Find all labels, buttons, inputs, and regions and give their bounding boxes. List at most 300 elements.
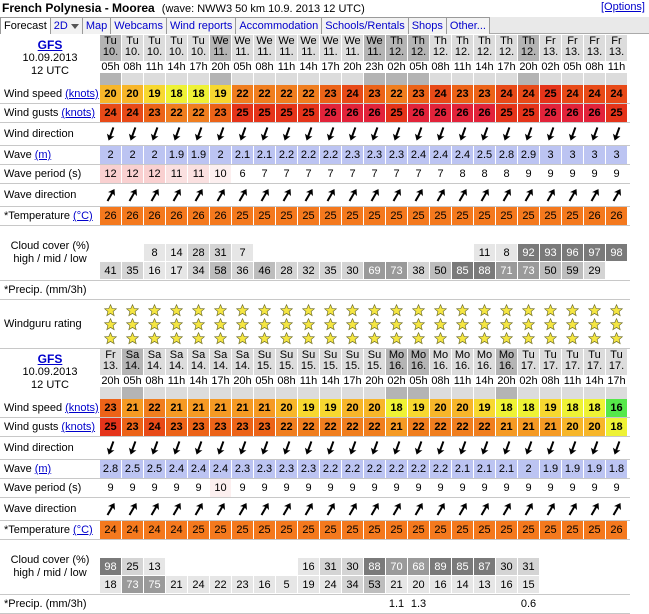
arrow-icon [433, 440, 449, 456]
wave-period-row-cell: 7 [254, 165, 275, 183]
row-spacer [630, 165, 649, 183]
rating-row [0, 300, 649, 348]
hour: 17h [211, 375, 230, 387]
rating-row-cells [100, 300, 630, 348]
arrow-icon [301, 501, 317, 517]
precip-row-cell [144, 281, 165, 299]
wave-period-row-cell: 12 [100, 165, 121, 183]
star-icon [280, 318, 293, 331]
wind-gusts-row-cell: 21 [496, 418, 517, 436]
wind-direction-row-cell [122, 437, 143, 459]
hour: 02h [387, 375, 406, 387]
hour: 02h [541, 61, 560, 73]
day-date: 17. [564, 360, 581, 372]
temperature-row-cell: 25 [408, 207, 429, 225]
cloud-mid-cell: 98 [606, 244, 627, 261]
wave-period-row-cell: 7 [430, 165, 451, 183]
tab-forecast[interactable]: Forecast [0, 17, 51, 34]
arrow-icon [543, 501, 559, 517]
precip-row-cell [606, 595, 627, 613]
rating-stars [236, 304, 249, 345]
arrow-icon [609, 501, 625, 517]
unit-link[interactable]: (knots) [61, 421, 96, 433]
cloud-high-cell [342, 540, 363, 557]
star-icon [126, 332, 139, 345]
cloud-high-cell [518, 226, 539, 243]
wave-row [0, 146, 649, 164]
rating-stars [390, 304, 403, 345]
star-icon [258, 318, 271, 331]
row-label [0, 146, 100, 164]
day-name: Su [323, 349, 338, 361]
day-name: Mo [498, 349, 515, 361]
wave-direction-row-cell [408, 184, 429, 206]
wind-speed-row-cell: 20 [100, 85, 121, 103]
day-date: 11. [301, 46, 316, 58]
temperature-row-cell: 25 [188, 521, 209, 539]
wind-direction-row-cell [166, 123, 187, 145]
wave-direction-row-cell [562, 498, 583, 520]
star-icon [104, 332, 117, 345]
star-icon [434, 332, 447, 345]
day-date: 11. [279, 46, 294, 58]
wind-direction-row-cell [518, 437, 539, 459]
star-icon [104, 304, 117, 317]
hour: 14h [189, 375, 208, 387]
temperature-row-cell: 25 [364, 207, 385, 225]
wave-period-row-cell: 8 [496, 165, 517, 183]
hour: 17h [189, 61, 208, 73]
rating-row-cell [584, 300, 605, 348]
arrow-icon [169, 126, 185, 142]
cloud-mid-cells [100, 244, 630, 261]
forecast-time-cell [100, 35, 122, 85]
precip-row-cell [606, 281, 627, 299]
wave-period-row-cell: 9 [364, 479, 385, 497]
wave-period-row-cell: 7 [364, 165, 385, 183]
day-date: 14. [212, 360, 229, 372]
cloud-low-cell [584, 576, 605, 593]
wind-speed-row-cells [100, 399, 630, 417]
forecast-time-cell [320, 349, 342, 399]
wind-gusts-row-cell: 22 [166, 104, 187, 122]
day-date: 16. [498, 360, 515, 372]
wave-period-row-cell: 9 [518, 479, 539, 497]
wind-direction-row-cell [254, 437, 275, 459]
hour: 20h [233, 375, 252, 387]
wind-speed-row-cells [100, 85, 630, 103]
day-name: We [256, 35, 273, 47]
wind-direction-row-cell [562, 123, 583, 145]
cloud-mid-cell [100, 244, 121, 261]
precip-row-cell [298, 595, 319, 613]
cloud-low-cell: 16 [144, 262, 165, 279]
precip-row-cell [298, 281, 319, 299]
model-link[interactable]: GFS [37, 38, 63, 52]
day-name: Th [522, 35, 535, 47]
arrow-icon [345, 126, 361, 142]
options-link[interactable]: [Options] [600, 1, 645, 13]
unit-link[interactable]: (m) [34, 463, 52, 475]
cloud-low-cells [100, 262, 630, 279]
row-label [0, 123, 100, 145]
wind-gusts-row-cells [100, 104, 630, 122]
forecast-time-cell [606, 35, 628, 85]
wind-direction-row-cell [342, 437, 363, 459]
wind-speed-row-cell: 22 [254, 85, 275, 103]
model-date: 10.09.2013 [22, 366, 78, 378]
day-date: 16. [410, 360, 427, 372]
tab-2d[interactable] [50, 17, 83, 34]
wave-direction-row-cell [188, 498, 209, 520]
row-spacer [630, 418, 649, 436]
wind-gusts-row-cell: 26 [562, 104, 583, 122]
cloud-mid-cell: 89 [430, 558, 451, 575]
wave-row-cell: 2.1 [232, 146, 253, 164]
cloud-low-cell: 30 [342, 262, 363, 279]
wave-direction-row-cell [518, 184, 539, 206]
wave-direction-row-cell [474, 498, 495, 520]
wind-direction-row-cell [540, 123, 561, 145]
cloud-high-cell [342, 226, 363, 243]
cloud-high-cell [210, 540, 231, 557]
cloud-high-cell [452, 226, 473, 243]
wave-row-cell: 2.8 [100, 460, 121, 478]
cloud-low-cell: 15 [518, 576, 539, 593]
wind-direction-row-cell [584, 437, 605, 459]
wave-period-row-cell: 9 [540, 479, 561, 497]
wind-speed-row-cell: 18 [584, 399, 605, 417]
wave-direction-row-cell [320, 498, 341, 520]
precip-row-cell [540, 281, 561, 299]
wind-speed-row-cell: 25 [540, 85, 561, 103]
day-name: Tu [566, 349, 579, 361]
cloud-low-cell: 75 [144, 576, 165, 593]
day-name: Th [412, 35, 425, 47]
arrow-icon [499, 126, 515, 142]
arrow-icon [169, 440, 185, 456]
arrow-icon [235, 187, 251, 203]
wave-direction-row-cell [232, 184, 253, 206]
cloud-mid-cell: 16 [298, 558, 319, 575]
day-date: 12. [498, 46, 515, 58]
wind-gusts-row-cell: 25 [496, 104, 517, 122]
arrow-icon [257, 126, 273, 142]
day-date: 11. [323, 46, 338, 58]
cloud-low-cell: 16 [254, 576, 275, 593]
precip-row-cell [496, 595, 517, 613]
wave-direction-row-cell [100, 184, 121, 206]
wind-direction-row-cell [386, 123, 407, 145]
arrow-icon [147, 440, 163, 456]
wind-speed-row-cell: 23 [320, 85, 341, 103]
cloud-low-cell: 16 [496, 576, 517, 593]
wave-direction-row-cell [254, 498, 275, 520]
wave-period-row-cell: 9 [474, 479, 495, 497]
arrow-icon [301, 440, 317, 456]
temperature-row-cell: 25 [430, 207, 451, 225]
tab-map[interactable]: Map [82, 17, 111, 34]
wind-direction-row-cell [298, 123, 319, 145]
temperature-row-cell: 25 [496, 521, 517, 539]
arrow-icon [301, 187, 317, 203]
forecast-time-cell [254, 35, 276, 85]
arrow-icon [367, 501, 383, 517]
tab-shops[interactable]: Shops [408, 17, 447, 34]
star-icon [302, 332, 315, 345]
hour: 14h [585, 375, 604, 387]
cloud-high-cell [584, 226, 605, 243]
arrow-icon [565, 440, 581, 456]
cloud-mid-cell: 68 [408, 558, 429, 575]
star-icon [412, 332, 425, 345]
day-date: 13. [608, 46, 625, 58]
temperature-row-cell: 25 [474, 521, 495, 539]
unit-link[interactable]: (knots) [65, 88, 99, 100]
hour: 05h [233, 61, 252, 73]
arrow-icon [499, 187, 515, 203]
day-name: Tu [148, 35, 161, 47]
arrow-icon [235, 440, 251, 456]
wave-period-row-cell: 12 [122, 165, 143, 183]
wave-row-cell: 2 [518, 460, 539, 478]
day-name: Su [345, 349, 360, 361]
row-spacer [630, 104, 649, 122]
rating-stars [148, 304, 161, 345]
day-name: Fr [567, 35, 578, 47]
wave-row-cell: 1.9 [562, 460, 583, 478]
precip-row-cell [452, 281, 473, 299]
arrow-icon [543, 440, 559, 456]
star-icon [522, 318, 535, 331]
precip-row-cell [562, 281, 583, 299]
hour: 02h [519, 375, 538, 387]
day-date: 10. [168, 46, 185, 58]
arrow-icon [389, 126, 405, 142]
rating-row-cell [452, 300, 473, 348]
rating-row-cell [232, 300, 253, 348]
star-icon [192, 318, 205, 331]
day-name: Th [500, 35, 513, 47]
wave-direction-row-cell [540, 184, 561, 206]
wind-gusts-row-cell: 23 [232, 418, 253, 436]
star-icon [236, 332, 249, 345]
forecast-time-cell [496, 35, 518, 85]
temperature-row-cell: 24 [144, 521, 165, 539]
cloud-high-cell [408, 540, 429, 557]
wave-row-cell: 2.3 [232, 460, 253, 478]
model-link[interactable]: GFS [37, 352, 63, 366]
hour: 02h [387, 61, 406, 73]
arrow-icon [455, 440, 471, 456]
rating-row-cell [276, 300, 297, 348]
star-icon [346, 304, 359, 317]
star-icon [566, 318, 579, 331]
row-label-text: *Precip. (mm/3h) [4, 598, 87, 610]
arrow-icon [367, 126, 383, 142]
precip-row [0, 595, 649, 613]
forecast-time-cell [188, 349, 210, 399]
day-name: Fr [611, 35, 622, 47]
tab-other[interactable]: Other... [446, 17, 490, 34]
forecast-time-cell [474, 349, 496, 399]
row-label [0, 207, 100, 225]
forecast-time-cell [606, 349, 628, 399]
precip-row [0, 281, 649, 299]
wave-period-row-cell: 9 [496, 479, 517, 497]
temperature-row-cell: 25 [562, 207, 583, 225]
wave-row-cell: 2.2 [320, 146, 341, 164]
unit-link[interactable]: (knots) [61, 107, 96, 119]
wave-row-cell: 1.9 [540, 460, 561, 478]
arrow-icon [191, 440, 207, 456]
star-icon [434, 304, 447, 317]
temperature-row-cell: 24 [122, 521, 143, 539]
wind-gusts-row-cell: 23 [210, 104, 231, 122]
wind-gusts-row-cell: 20 [584, 418, 605, 436]
wind-speed-row-cell: 24 [606, 85, 627, 103]
arrow-icon [565, 187, 581, 203]
cloud-high-cell [540, 540, 561, 557]
cloud-low-cell: 21 [166, 576, 187, 593]
wind-gusts-row-cell: 26 [452, 104, 473, 122]
row-label-line: Cloud cover (%) [10, 554, 90, 566]
wave-row-cell: 2 [210, 146, 231, 164]
forecast-time-cell [562, 349, 584, 399]
wave-row-cell: 1.8 [606, 460, 627, 478]
wind-gusts-row-cell: 24 [122, 104, 143, 122]
unit-link[interactable]: (°C) [73, 210, 93, 222]
wind-direction-row-cell [122, 123, 143, 145]
day-name: We [212, 35, 229, 47]
star-icon [170, 332, 183, 345]
cloud-high-cell [254, 540, 275, 557]
hour: 11h [145, 61, 164, 73]
star-icon [280, 304, 293, 317]
day-name: Fr [105, 349, 116, 361]
tab-schools-rentals[interactable]: Schools/Rentals [321, 17, 409, 34]
wave-period-row-cell: 9 [606, 165, 627, 183]
wind-gusts-row-cell: 26 [320, 104, 341, 122]
star-icon [478, 304, 491, 317]
row-label [0, 104, 100, 122]
wind-direction-row-cell [232, 123, 253, 145]
cloud-mid-cell: 96 [562, 244, 583, 261]
arrow-icon [411, 126, 427, 142]
wave-period-row-cell: 9 [276, 479, 297, 497]
wave-direction-row-cell [276, 498, 297, 520]
arrow-icon [521, 126, 537, 142]
cloud-mid-cell: 97 [584, 244, 605, 261]
hour: 08h [541, 375, 560, 387]
unit-link[interactable]: (°C) [73, 524, 93, 536]
wave-period-row-cell: 9 [518, 165, 539, 183]
arrow-icon [455, 501, 471, 517]
wave-period-row-cell: 9 [408, 479, 429, 497]
cloud-mid-cell: 88 [364, 558, 385, 575]
wave-direction-row-cell [562, 184, 583, 206]
precip-row-cell [232, 595, 253, 613]
wind-speed-row-cell: 18 [518, 399, 539, 417]
wave-period-row-cell: 9 [584, 479, 605, 497]
wind-direction-row-cell [606, 437, 627, 459]
wave-row-cell: 2.2 [430, 460, 451, 478]
cloud-high-cell [100, 540, 121, 557]
star-icon [544, 332, 557, 345]
wave-direction-row-cell [122, 184, 143, 206]
row-label [0, 85, 100, 103]
wave-row-cell: 2.3 [342, 146, 363, 164]
rating-stars [214, 304, 227, 345]
row-spacer [630, 595, 649, 613]
cloud-mid-cell: 93 [540, 244, 561, 261]
cloud-mid-cell: 70 [386, 558, 407, 575]
wave-direction-row-cell [430, 184, 451, 206]
day-name: Tu [610, 349, 623, 361]
temperature-row-cell: 25 [364, 521, 385, 539]
wave-row-cell: 2 [122, 146, 143, 164]
wind-direction-row-cell [584, 123, 605, 145]
star-icon [390, 304, 403, 317]
cloud-high-cells [100, 226, 630, 243]
hour: 08h [431, 61, 450, 73]
temperature-row-cell: 25 [430, 521, 451, 539]
wave-direction-row-cell [144, 184, 165, 206]
arrow-icon [433, 126, 449, 142]
wave-row [0, 460, 649, 478]
row-label-text: Wind gusts [4, 107, 59, 119]
wave-direction-row-cell [166, 184, 187, 206]
temperature-row-cell: 24 [100, 521, 121, 539]
day-name: Th [390, 35, 403, 47]
precip-row-cell [584, 595, 605, 613]
day-date: 11. [367, 46, 382, 58]
wave-row-cells [100, 146, 630, 164]
star-icon [302, 318, 315, 331]
wave-direction-row-cell [210, 498, 231, 520]
cloud-high-cell [364, 226, 385, 243]
arrow-icon [521, 501, 537, 517]
temperature-row-cell: 25 [496, 207, 517, 225]
rating-stars [522, 304, 535, 345]
wave-direction-row-cell [386, 498, 407, 520]
tab-webcams[interactable]: Webcams [110, 17, 167, 34]
temperature-row-cell: 25 [320, 207, 341, 225]
tab-wind-reports[interactable]: Wind reports [166, 17, 236, 34]
cloud-high-cell [320, 540, 341, 557]
tab-accommodation[interactable]: Accommodation [235, 17, 322, 34]
wind-direction-row-cell [210, 437, 231, 459]
day-date: 15. [278, 360, 295, 372]
star-icon [192, 332, 205, 345]
wave-period-row-cell: 10 [210, 165, 231, 183]
unit-link[interactable]: (m) [34, 149, 52, 161]
star-icon [170, 304, 183, 317]
star-icon [412, 304, 425, 317]
cloud-high-cell [320, 226, 341, 243]
wind-gusts-row-cell: 22 [408, 418, 429, 436]
rating-stars [434, 304, 447, 345]
star-icon [302, 304, 315, 317]
title-bar [2, 1, 365, 15]
arrow-icon [587, 187, 603, 203]
precip-row-cell [254, 281, 275, 299]
unit-link[interactable]: (knots) [65, 402, 99, 414]
row-spacer [630, 281, 649, 299]
cloud-low-cell: 34 [188, 262, 209, 279]
row-label [0, 281, 100, 299]
wave-period-row-cell: 9 [562, 479, 583, 497]
